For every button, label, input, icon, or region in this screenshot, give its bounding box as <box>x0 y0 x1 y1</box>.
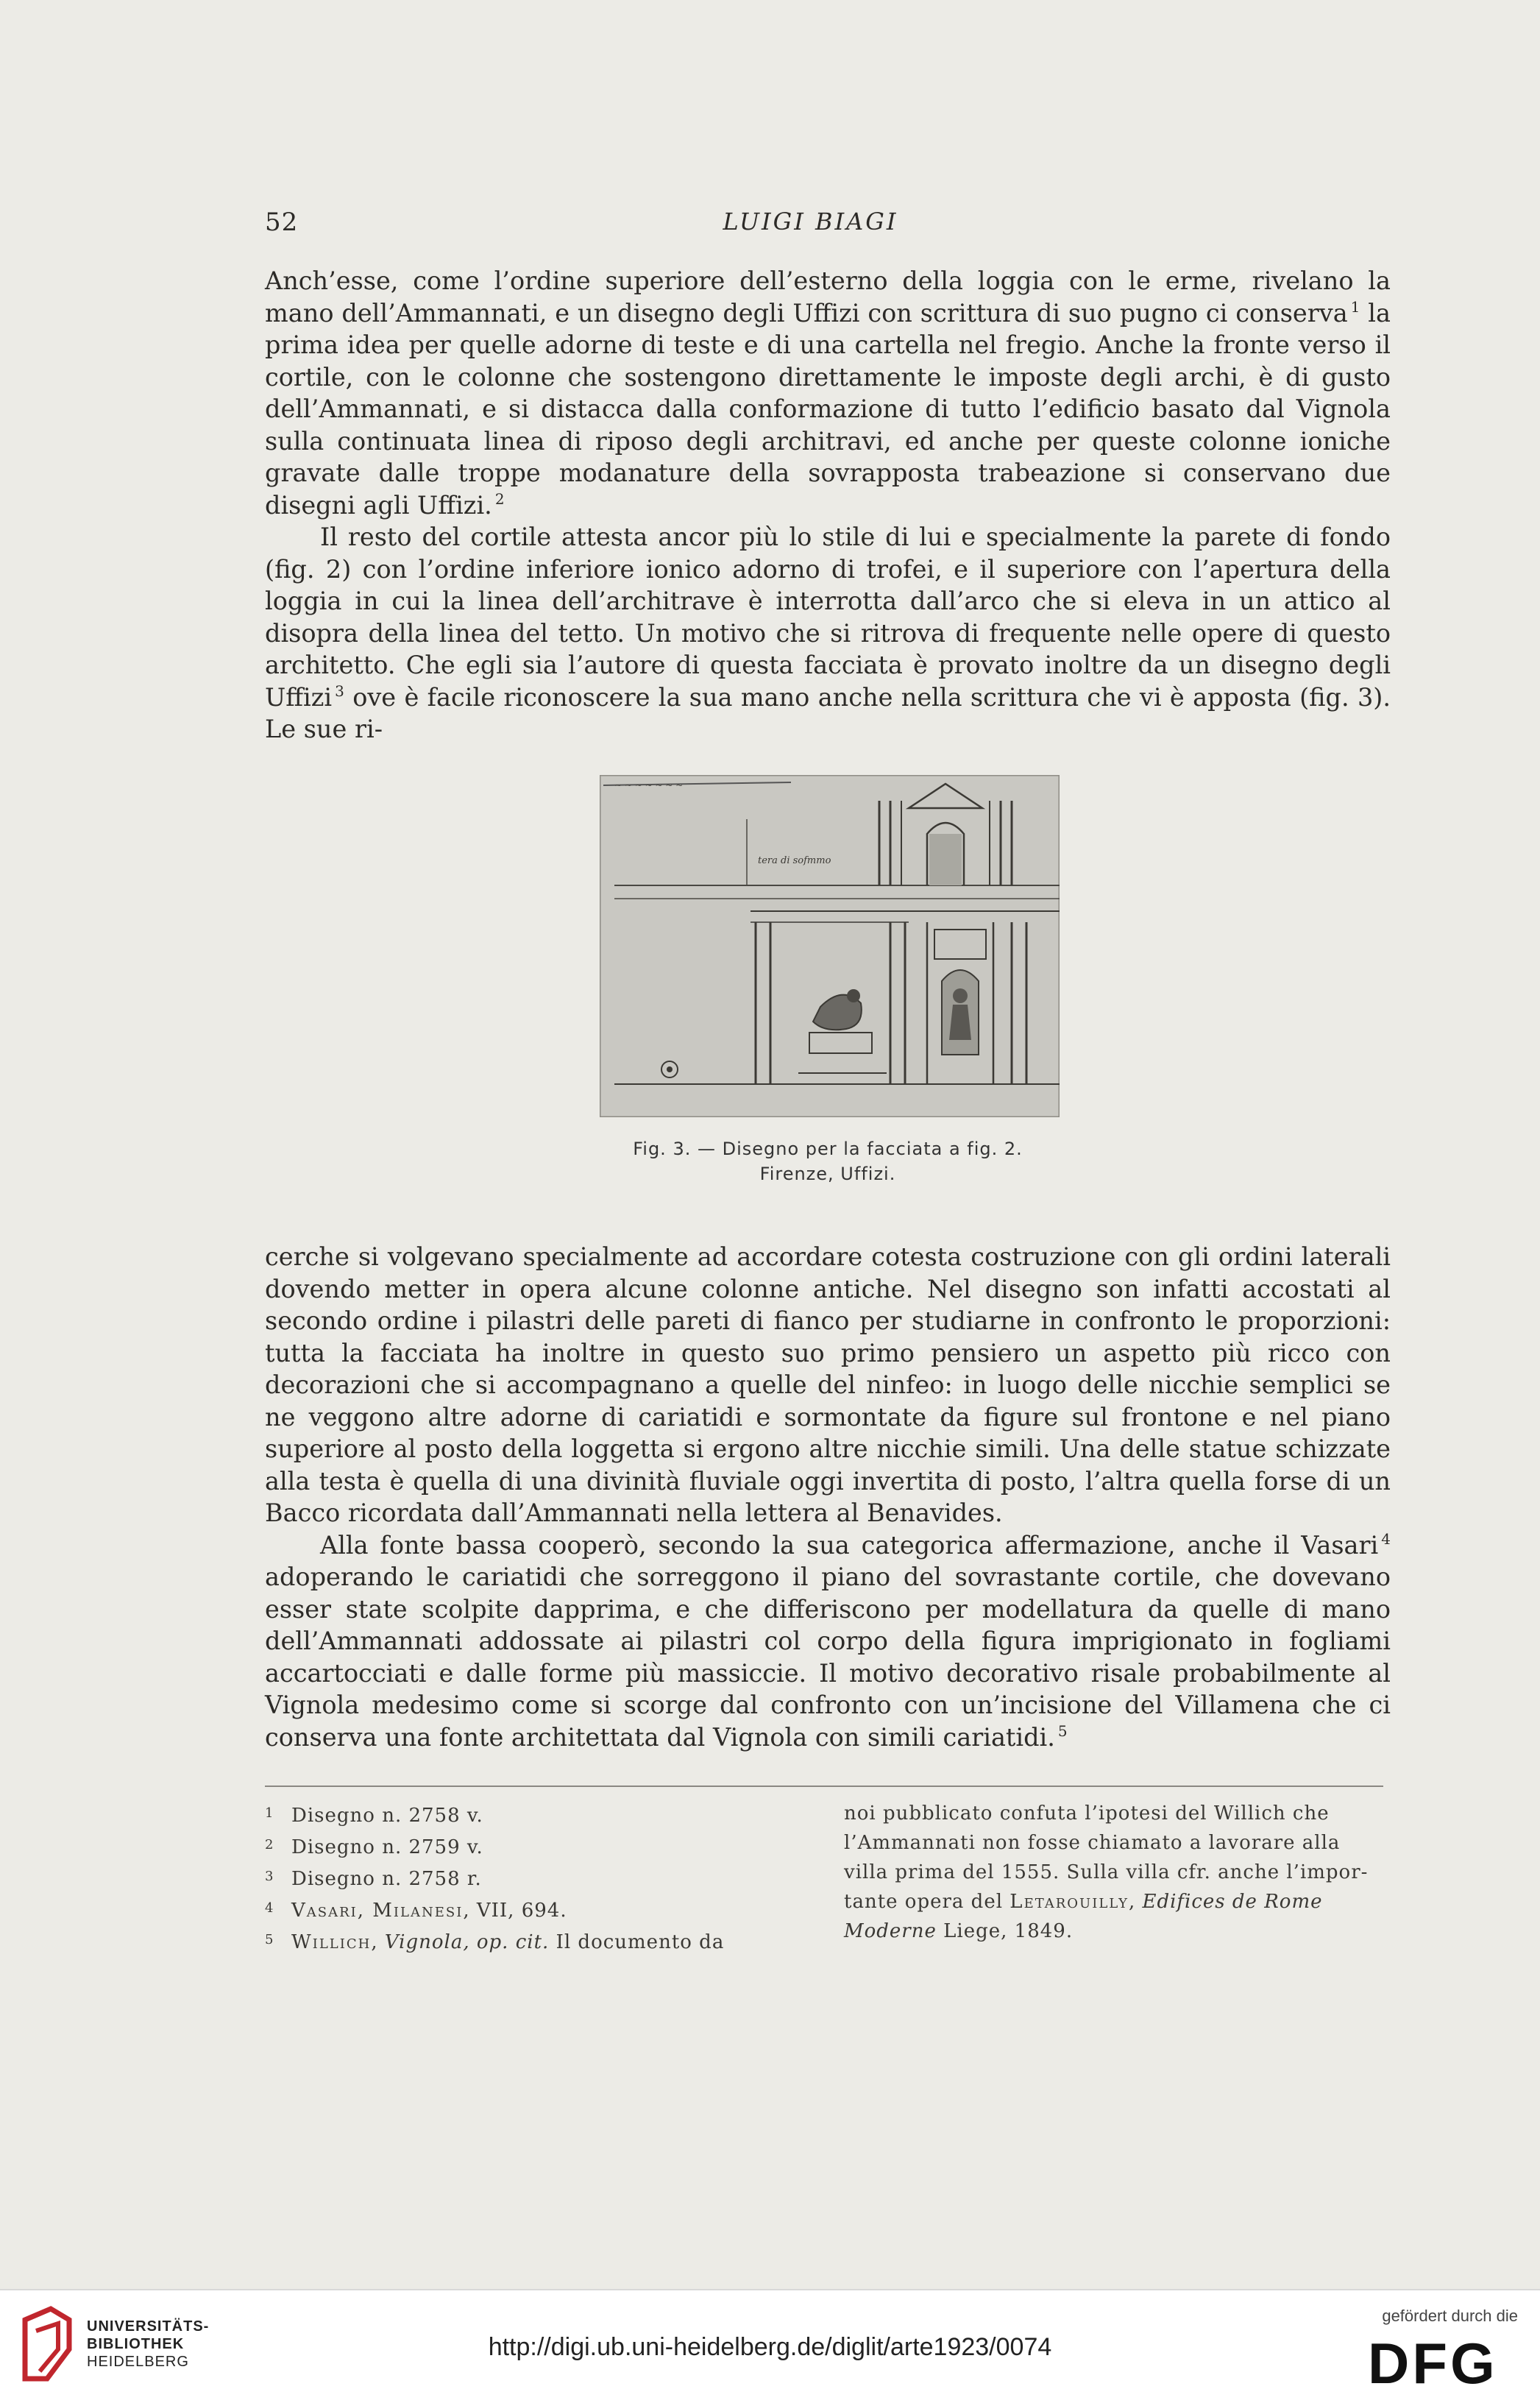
viewer-footer <box>0 2289 1540 2403</box>
caption-line-2: Firenze, Uffizi. <box>759 1164 896 1184</box>
figure-drawing <box>600 775 1060 1117</box>
library-name: UNIVERSITÄTS- BIBLIOTHEK HEIDELBERG <box>87 2318 210 2370</box>
footnote-item: 2 Disegno n. 2759 v. <box>265 1836 483 1858</box>
figure-caption <box>265 1136 1391 1186</box>
footnotes-right-column: noi pubblicato confuta l’ipotesi del Willich che l’Ammannati non fosse chiamato a lavorare alla villa prima del 1555. Sulla villa cfr. anche l’impor- tante opera del Letarouilly, Edifices de Rome Moderne Liege, 1849. <box>844 1802 1369 1942</box>
svg-text:tera di sofmmo: tera di sofmmo <box>758 855 831 866</box>
caption-line-1: Fig. 3. — Disegno per la facciata a fig. 2. <box>633 1139 1023 1159</box>
dfg-logo-icon <box>1368 2335 1524 2390</box>
paragraph-3: cerche si volgevano specialmente ad accordare cotesta costruzione con gli ordini laterali dovendo metter in opera alcune colonne antiche. Nel disegno son infatti accostati al secondo ordine i pilastri delle pareti di fianco per studiarne in confronto le proporzioni: tutta la facciata ha inoltre in questo suo primo pensiero un aspetto più ricco con decorazioni che si accompagnano a quelle del ninfeo: in luogo delle nicchie semplici se ne veggono altre adorne di cariatidi e sormontate da figure sul frontone e nel piano superiore al posto della loggetta si ergono altre nicchie simili. Una delle statue schizzate alla testa è quella di una divinità fluviale oggi invertita di posto, l’altra quella forse di un Bacco ricordata dall’Ammannati nella lettera al Benavides. <box>265 1242 1391 1527</box>
svg-text:~ ~ ~ ~ ~ ~ ~: ~ ~ ~ ~ ~ ~ ~ <box>614 780 684 790</box>
footnote-ref: 4 <box>1381 1530 1391 1549</box>
footnote-item: 4 Vasari, Milanesi, VII, 694. <box>265 1900 567 1922</box>
footnote-item: 3 Disegno n. 2758 r. <box>265 1868 482 1890</box>
page-number: 52 <box>265 208 299 237</box>
footnotes-left-column <box>265 1799 809 1957</box>
running-title: LUIGI BIAGI <box>723 208 898 236</box>
footnote-divider <box>265 1786 1383 1787</box>
paragraph-4: Alla fonte bassa cooperò, secondo la sua categorica affermazione, anche il Vasari $^4$ adoperando le cariatidi che sorreggono il piano del sovrastante cortile, che dovevano esser state scolpite dapprima, e che differiscono per modellatura da quelle di mano dell’Ammannati addossate ai pilastri col corpo della figura imprigionato in fogliami accartocciati e dalle forme più massiccie. Il motivo decorativo risale probabilmente al Vignola medesimo come si scorge dal confronto con un’incisione del Villamena che ci conserva una fonte architettata dal Vignola con simili cariatidi. $^5$ <box>265 1530 1391 1752</box>
page-url-link[interactable]: http://digi.ub.uni-heidelberg.de/diglit/arte1923/0074 <box>488 2333 1052 2361</box>
footnote-item: 1 Disegno n. 2758 v. <box>265 1805 483 1827</box>
body-text-top <box>265 265 1391 746</box>
footnote-item: 5 Willich, Vignola, op. cit. Il documento da <box>265 1931 725 1953</box>
footnote-ref: 1 <box>1350 298 1360 316</box>
funding-label: gefördert durch die <box>1382 2307 1518 2325</box>
footnote-ref: 5 <box>1057 1722 1068 1741</box>
paragraph-1: Anch’esse, come l’ordine superiore dell’esterno della loggia con le erme, rivelano la mano dell’Ammannati, e un disegno degli Uffizi con scrittura di suo pugno ci conserva $^1$ la prima idea per quelle adorne di teste e di una cartella nel fregio. Anche la fronte verso il cortile, con le colonne che sostengono direttamente le imposte degli archi, è di gusto dell’Ammannati, e si distacca dalla conformazione di tutto l’edificio basato dal Vignola sulla continuata linea di riposo degli architravi, ed anche per queste colonne ioniche gravate dalle troppe modanature della sovrapposta trabeazione si conservano due disegni agli Uffizi. $^2$ <box>265 266 1391 520</box>
footnote-ref: 3 <box>335 682 344 701</box>
body-text-bottom <box>265 1241 1391 1753</box>
running-head <box>265 208 1356 244</box>
svg-text:DFG: DFG <box>1368 2335 1498 2390</box>
paragraph-2: Il resto del cortile attesta ancor più lo stile di lui e specialmente la parete di fondo (fig. 2) con l’ordine inferiore ionico adorno di trofei, e il superiore con l’apertura della loggia in cui la linea dell’architrave è interrotta dall’arco che si eleva in un attico al disopra della linea del tetto. Un motivo che si ritrova di frequente nelle opere di questo architetto. Che egli sia l’autore di questa facciata è provato inoltre da un disegno degli Uffizi $^3$ ove è facile riconoscere la sua mano anche nella scrittura che vi è apposta (fig. 3). Le sue ri- <box>265 523 1391 743</box>
footnote-ref: 2 <box>494 490 505 509</box>
architectural-sketch-image <box>600 775 1060 1117</box>
